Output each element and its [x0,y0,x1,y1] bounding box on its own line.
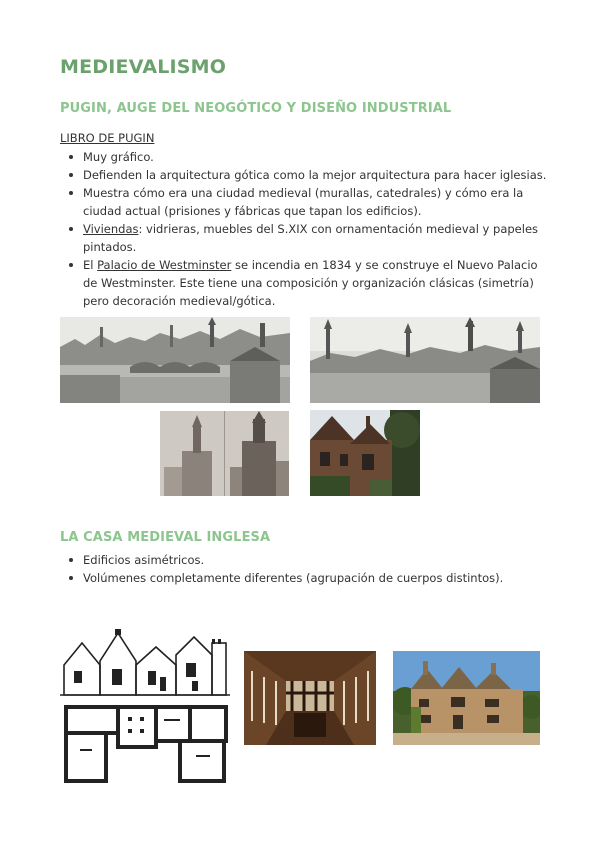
list-item: El Palacio de Westminster se incendia en 1834 y se construye el Nuevo Palacio de Westminster. Este tiene una composición y organización clásicas (simetría) pero decoración medieval/gótica. [83,256,553,310]
photo-stone-manor-house [393,651,540,745]
section-heading-pugin: PUGIN, AUGE DEL NEOGÓTICO Y DISEÑO INDUSTRIAL [60,101,452,116]
photo-gothic-house-image [310,410,420,496]
engraving-churches-contrast-image [160,411,289,496]
list-item: Edificios asimétricos. [83,551,553,569]
viviendas-link[interactable]: Viviendas [83,222,139,236]
list-item: Muestra cómo era una ciudad medieval (murallas, catedrales) y cómo era la ciudad actual (prisiones y fábricas que tapan los edificios). [83,184,553,220]
section-heading-casa-medieval: LA CASA MEDIEVAL INGLESA [60,530,271,545]
palacio-westminster-link[interactable]: Palacio de Westminster [97,258,232,272]
list-item: Defienden la arquitectura gótica como la mejor arquitectura para hacer iglesias. [83,166,553,184]
casa-medieval-bullet-list [60,551,553,587]
page-title: MEDIEVALISMO [60,56,227,78]
house-elevation-and-plan-drawing [60,625,232,788]
engraving-medieval-city-image [60,317,290,403]
pugin-bullet-list [60,148,553,310]
photo-timber-hall-interior [244,651,376,745]
list-item: Muy gráfico. [83,148,553,166]
list-item: Volúmenes completamente diferentes (agrupación de cuerpos distintos). [83,569,553,587]
engraving-gothic-skyline-image [310,317,540,403]
subheading-libro-de-pugin: LIBRO DE PUGIN [60,131,155,145]
list-item: Viviendas: vidrieras, muebles del S.XIX con ornamentación medieval y papeles pintados. [83,220,553,256]
